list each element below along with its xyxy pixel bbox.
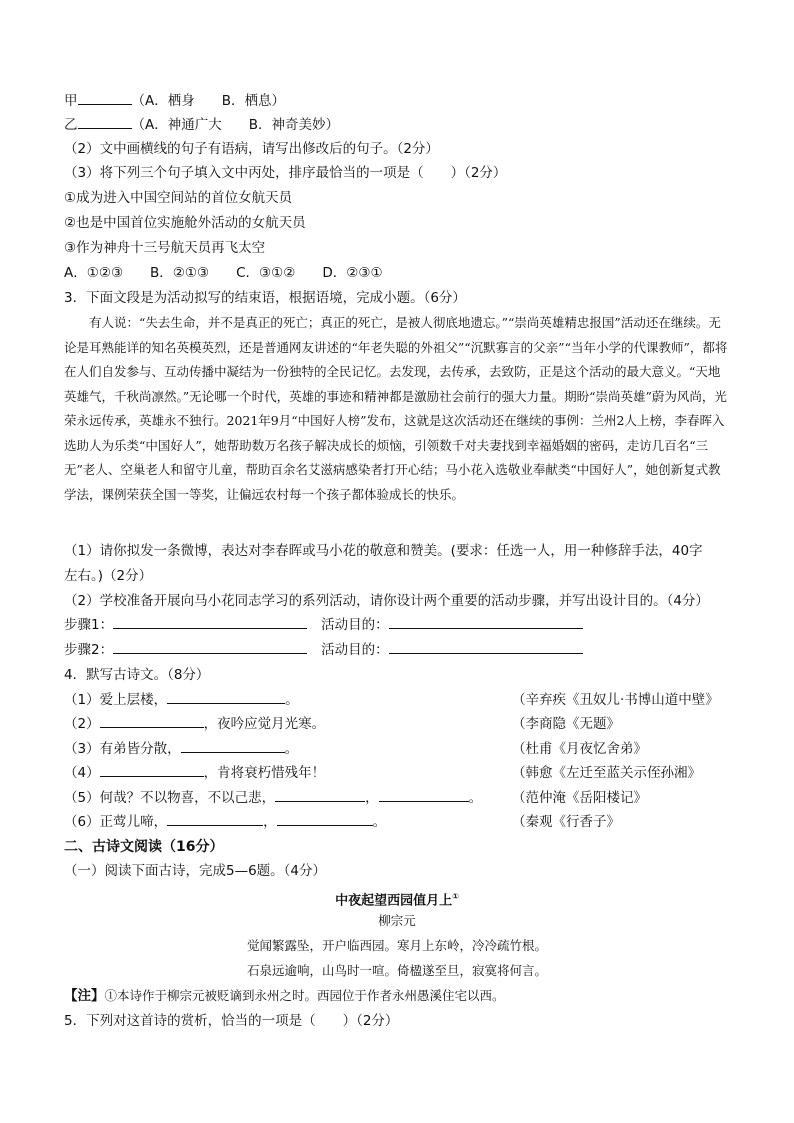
q4-item-4-before: （4） xyxy=(64,765,100,781)
q3-step1-line xyxy=(64,614,583,636)
purpose1-label: 活动目的： xyxy=(321,617,389,633)
q4-item-4 xyxy=(64,762,325,784)
q4-item-2-blank[interactable] xyxy=(100,713,204,728)
q4-item-4-source: （韩愈《左迁至蓝关示侄孙湘》 xyxy=(512,765,701,781)
q4-item-2-before: （2） xyxy=(64,716,100,732)
q4-item-2-source: （李商隐《无题》 xyxy=(512,716,620,732)
q4-item-1 xyxy=(64,689,299,711)
q3-passage-text: 有人说：“失去生命，并不是真正的死亡；真正的死亡，是被人彻底地遗忘。”“崇尚英雄精忠报国”活动还在继续。无论是耳熟能详的知名英模英烈，还是普通网友讲述的“年老失聪的外祖父”“沉默寡言的父亲”“当年小学的代课教师”，都将在人们自发参与、互动传播中凝结为一份独特的全民记忆。去发现，去传承，去致防，正是这个活动的最大意义。“天地英雄气，千秋尚凛然。”无论哪一个时代，英雄的事迹和精神都是激励社会前行的强大力量。期盼“崇尚英雄”蔚为风尚，光荣永远传承，英雄永不独行。2021年9月“中国好人榜”发布，这就是这次活动还在继续的事例：兰州2人上榜，李春晖入选助人为乐类“中国好人”，她帮助数万名孩子解决成长的烦恼，引领数千对夫妻找到幸福婚姻的密码，走访几百名“三无”老人、空巢老人和留守儿童，帮助百余名艾滋病感染者打开心结；马小花入选敬业奉献类“中国好人”，她创新复式教学法，课例荣获全国一等奖，让偏远农村每一个孩子都体验成长的快乐。 xyxy=(64,315,728,502)
q3-sub1-line1: （1）请你拟发一条微博，表达对李春晖或马小花的敬意和赞美。(要求：任选一人，用一种修辞手法，40字 xyxy=(64,543,703,559)
q4-item-6 xyxy=(64,811,386,833)
q4-item-3 xyxy=(64,738,298,760)
poem-line-1: 觉闻繁露坠，开户临西园。寒月上东岭，冷冷疏竹根。 xyxy=(246,938,547,953)
q4-title: 4．默写古诗文。（8分） xyxy=(64,667,210,683)
step2-blank[interactable] xyxy=(113,639,307,654)
q4-item-4-after: ，肯将衰朽惜残年！ xyxy=(203,765,326,781)
q4-item-2-after: ，夜吟应觉月光寒。 xyxy=(203,716,326,732)
q4-item-3-blank[interactable] xyxy=(181,738,285,753)
poem-title-text: 中夜起望西园值月上 xyxy=(335,893,453,909)
q2-choices: A．①②③ B．②①③ C．③①② D．②③① xyxy=(64,265,383,281)
q4-item-6-after: 。 xyxy=(372,814,387,830)
step1-label: 步骤1： xyxy=(64,617,114,633)
q4-item-3-source: （杜甫《月夜忆舍弟》 xyxy=(512,741,647,757)
q4-item-2 xyxy=(64,713,325,735)
section2-subtitle: （一）阅读下面古诗，完成5—6题。（4分） xyxy=(64,863,327,879)
q4-item-5-after: 。 xyxy=(468,790,483,806)
poem-title xyxy=(0,886,794,912)
step2-label: 步骤2： xyxy=(64,642,114,658)
q4-item-1-after: 。 xyxy=(285,692,299,708)
q2-sentence-3: ③作为神舟十三号航天员再飞太空 xyxy=(64,240,266,256)
q5-title: 5．下列对这首诗的赏析，恰当的一项是（ ）（2分） xyxy=(64,1013,399,1029)
purpose1-blank[interactable] xyxy=(389,614,583,629)
q4-item-5-before: （5）何哉？不以物喜，不以己悲， xyxy=(64,790,276,806)
q4-item-4-blank[interactable] xyxy=(100,762,204,777)
q4-item-3-before: （3）有弟皆分散， xyxy=(64,741,181,757)
jia-prefix: 甲 xyxy=(64,93,78,109)
note-text: ①本诗作于柳宗元被贬谪到永州之时。西园位于作者永州愚溪住宅以西。 xyxy=(104,988,505,1003)
q4-item-1-source: （辛弃疾《丑奴儿·书博山道中壁》 xyxy=(512,692,719,708)
step1-blank[interactable] xyxy=(113,614,307,629)
q4-item-5-source: （范仲淹《岳阳楼记》 xyxy=(512,790,647,806)
yi-prefix: 乙 xyxy=(64,117,78,133)
jia-blank[interactable] xyxy=(78,90,132,105)
q2-sentence-1: ①成为进入中国空间站的首位女航天员 xyxy=(64,190,293,206)
q3-title: 3．下面文段是为活动拟写的结束语，根据语境，完成小题。（6分） xyxy=(64,290,466,306)
q4-item-1-blank[interactable] xyxy=(167,689,285,704)
q4-item-6-mid: ， xyxy=(263,814,277,830)
q3-sub2: （2）学校准备开展向马小花同志学习的系列活动，请你设计两个重要的活动步骤，并写出设计目的。（4分） xyxy=(64,593,709,609)
q4-item-1-before: （1）爱上层楼， xyxy=(64,692,168,708)
q3-step2-line xyxy=(64,639,583,661)
q4-item-5 xyxy=(64,787,482,809)
q4-item-6-source: （秦观《行香子》 xyxy=(512,814,620,830)
purpose2-blank[interactable] xyxy=(389,639,583,654)
poem-note-mark: ① xyxy=(452,892,459,901)
yi-options: （A．神通广大 B．神奇美妙） xyxy=(131,117,339,133)
q4-item-5-blank-b[interactable] xyxy=(379,787,469,802)
q4-item-6-before: （6）正莺儿啼， xyxy=(64,814,168,830)
poem-line-2: 石泉远逾响，山鸟时一喧。倚楹遂至旦，寂寞将何言。 xyxy=(246,963,547,978)
poem-author: 柳宗元 xyxy=(378,913,416,928)
q2-jia-line xyxy=(64,90,285,112)
q4-item-5-mid: ， xyxy=(365,790,379,806)
note-label: 【注】 xyxy=(64,988,105,1004)
jia-options: （A．栖身 B．栖息） xyxy=(131,93,285,109)
q2-sub3: （3）将下列三个句子填入文中丙处，排序最恰当的一项是（ ）（2分） xyxy=(64,165,507,181)
q2-yi-line xyxy=(64,114,339,136)
q2-sentence-2: ②也是中国首位实施舱外活动的女航天员 xyxy=(64,215,306,231)
q4-item-5-blank-a[interactable] xyxy=(275,787,365,802)
q2-sub2: （2）文中画横线的句子有语病，请写出修改后的句子。（2分） xyxy=(64,141,439,157)
q3-passage xyxy=(64,311,732,507)
q4-item-6-blank-b[interactable] xyxy=(277,811,373,826)
q4-item-3-after: 。 xyxy=(284,741,299,757)
q3-sub1-line2: 左右。)（2分） xyxy=(64,568,153,584)
section2-title: 二、古诗文阅读（16分） xyxy=(64,839,224,855)
purpose2-label: 活动目的： xyxy=(321,642,389,658)
poem-note xyxy=(64,985,505,1007)
yi-blank[interactable] xyxy=(78,114,132,129)
q4-item-6-blank-a[interactable] xyxy=(167,811,263,826)
